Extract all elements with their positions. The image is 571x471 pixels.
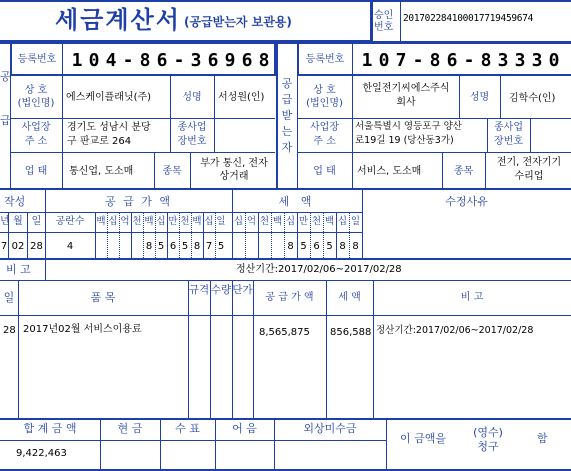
blank-count-label: 공란수 (55, 216, 85, 227)
supplier-section-label: 공 급 (0, 70, 11, 127)
col-header-note: 비 고 (460, 292, 484, 303)
buyer-reg-number: 1 0 7 - 8 6 - 8 3 3 3 0 (361, 50, 560, 71)
supplier-reg-label: 등록번호 (17, 54, 57, 65)
date-section-label: 작성 (4, 195, 26, 208)
amount-statement: 이 금액을 (400, 432, 447, 445)
buyer-branch-label: 종사업 장번호 (494, 122, 523, 147)
buyer-item: 전기, 전자기기 수리업 (496, 157, 562, 182)
col-header-tax: 세 액 (338, 292, 361, 303)
buyer-address: 서울특별시 영등포구 양산 로19길 19 (당산동3가) (355, 121, 462, 146)
supply-section-label: 공 급 가 액 (105, 195, 172, 208)
supplier-name: 에스케이플래닛(주) (66, 92, 152, 103)
supplier-item: 부가 통신, 전자 상거래 (200, 158, 268, 182)
col-header-supply: 공 급 가 액 (265, 292, 314, 303)
supplier-type-label: 업 태 (24, 166, 48, 177)
credit-label: 외상미수금 (303, 422, 357, 435)
tax-digit-grid: 십 억 천 백 십 만 천 백 십 일 8 5 6 5 8 8 (232, 212, 362, 260)
supplier-name-label: 상 호 (법인명) (17, 85, 55, 109)
supplier-rep: 서성원(인) (218, 92, 265, 103)
buyer-type: 서비스, 도소매 (357, 166, 422, 177)
buyer-name-label: 상 호 (법인명) (306, 85, 343, 109)
total-amount: 9,422,463 (16, 448, 67, 459)
amount-suffix: 함 (537, 432, 548, 445)
approval-label: 승인번호 (374, 10, 394, 33)
date-col-year: 년 (0, 216, 10, 227)
supplier-reg-number: 1 0 4 - 8 6 - 3 6 9 6 8 (71, 50, 270, 71)
date-day: 28 (30, 241, 43, 252)
check-label: 수 표 (175, 422, 200, 435)
col-header-spec: 규격 (188, 284, 210, 296)
revision-reason-label: 수정사유 (445, 195, 488, 208)
date-col-month: 월 (13, 216, 23, 227)
col-header-item: 품 목 (90, 291, 116, 304)
table-row: 28 2017년02월 서비스이용료 8,565,875 856,588 정산기간:2017/02/06~2017/02/28 (3, 324, 534, 338)
supplier-branch-label: 종사업 장번호 (177, 122, 207, 147)
approval-number: 201702284100017719459674 (403, 13, 534, 24)
tax-section-label: 세 액 (278, 195, 316, 208)
supplier-item-label: 종목 (162, 166, 182, 177)
blank-count: 4 (66, 241, 74, 252)
buyer-section-label: 공 급 받 는 자 (281, 77, 293, 154)
col-header-qty: 수량 (210, 284, 232, 296)
date-month: 02 (11, 241, 25, 252)
buyer-name: 한일전기씨에스주식 회사 (362, 83, 450, 108)
total-amount-label: 합 계 금 액 (23, 422, 77, 435)
col-header-unit: 단가 (232, 284, 253, 296)
document-subtitle: (공급받는자 보관용) (184, 15, 292, 29)
supply-digit-grid: 백 십 억 천 백 십 만 천 백 십 일 8 5 6 5 8 7 5 (95, 212, 232, 260)
date-col-day: 일 (31, 216, 42, 227)
buyer-item-label: 종목 (453, 166, 474, 177)
receipt-type: (영수) 청구 (473, 426, 503, 453)
buyer-type-label: 업 태 (313, 166, 336, 177)
supplier-rep-label: 성명 (182, 92, 202, 103)
remarks-text: 정산기간:2017/02/06~2017/02/28 (236, 264, 402, 275)
buyer-rep: 김학수(인) (509, 93, 556, 104)
remarks-label: 비 고 (6, 263, 31, 276)
supplier-address-label: 사업장 주 소 (21, 122, 51, 147)
supplier-address: 경기도 성남시 분당 구 판교로 264 (67, 122, 151, 147)
buyer-rep-label: 성명 (469, 92, 490, 103)
buyer-reg-label: 등록번호 (305, 54, 345, 65)
col-header-day: 일 (3, 291, 15, 304)
buyer-address-label: 사업장 주 소 (310, 122, 339, 147)
document-title: 세금계산서 (55, 6, 181, 34)
date-year: 7 (0, 241, 8, 252)
note-label: 어 음 (232, 422, 257, 435)
supplier-type: 통신업, 도소매 (69, 166, 134, 177)
cash-label: 현 금 (117, 422, 143, 435)
